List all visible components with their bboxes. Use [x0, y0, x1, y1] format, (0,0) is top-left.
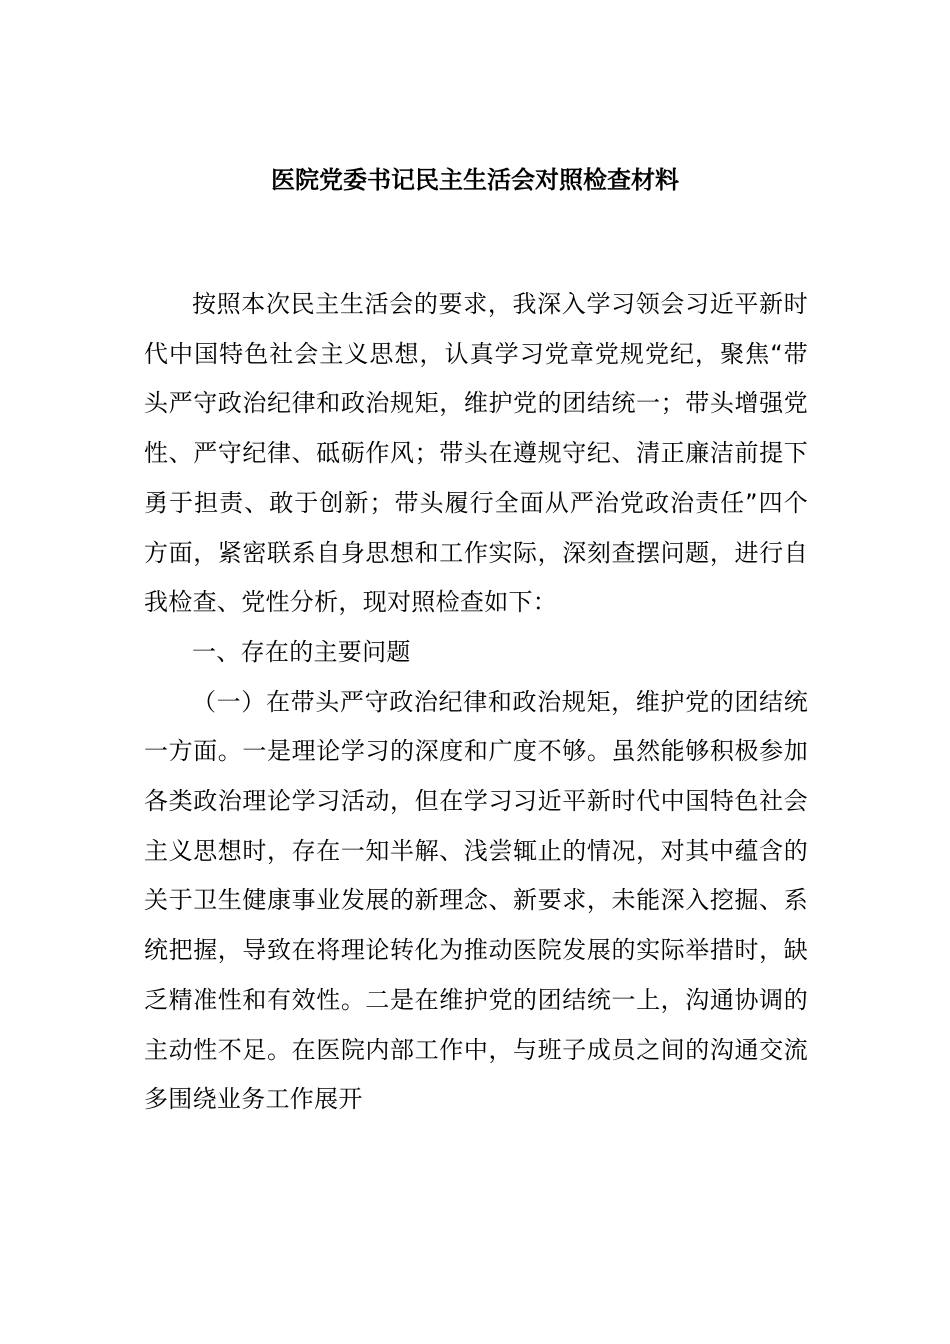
subsection-paragraph: （一）在带头严守政治纪律和政治规矩，维护党的团结统一方面。一是理论学习的深度和广度不够。虽然能够积极参加各类政治理论学习活动，但在学习习近平新时代中国特色社会主义思想时，存在一知半解、浅尝辄止的情况，对其中蕴含的关于卫生健康事业发展的新理念、新要求，未能深入挖掘、系统把握，导致在将理论转化为推动医院发展的实际举措时，缺乏精准性和有效性。二是在维护党的团结统一上，沟通协调的主动性不足。在医院内部工作中，与班子成员之间的沟通交流多围绕业务工作展开	[144, 687, 808, 1114]
section-heading: 一、存在的主要问题	[192, 637, 411, 666]
document-body	[144, 280, 808, 1125]
intro-paragraph: 按照本次民主生活会的要求，我深入学习领会习近平新时代中国特色社会主义思想，认真学习党章党规党纪，聚焦“带头严守政治纪律和政治规矩，维护党的团结统一；带头增强党性、严守纪律、砥砺作风；带头在遵规守纪、清正廉洁前提下勇于担责、敢于创新；带头履行全面从严治党政治责任”四个方面，紧密联系自身思想和工作实际，深刻查摆问题，进行自我检查、党性分析，现对照检查如下：	[144, 290, 808, 617]
document-title: 医院党委书记民主生活会对照检查材料	[271, 166, 679, 194]
